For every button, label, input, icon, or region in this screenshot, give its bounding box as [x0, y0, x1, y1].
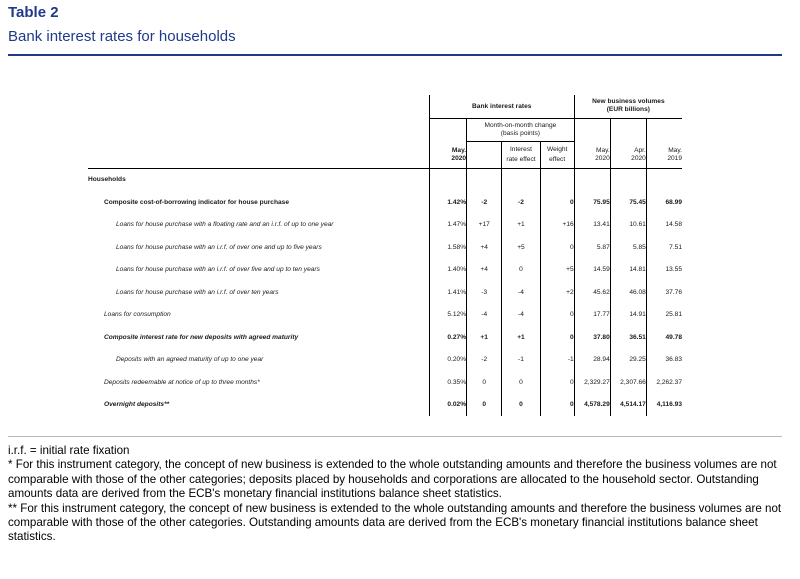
cell-vol-may2019: 37.76 — [646, 281, 682, 304]
cell-rate: 1.41% — [429, 281, 466, 304]
cell-vol-may2020: 5.87 — [596, 243, 610, 251]
cell-interest-effect: +1 — [502, 326, 540, 349]
header-volumes — [574, 95, 682, 118]
header-volumes-label: New business volumes — [592, 98, 665, 106]
row-label: Overnight deposits** — [104, 401, 170, 409]
row-label: Loans for house purchase with a floating rate and an i.r.f. of up to one year — [116, 221, 334, 229]
cell-mom: +4 — [480, 266, 488, 274]
rates-table — [88, 95, 682, 421]
cell-vol-apr2020: 29.25 — [610, 349, 646, 372]
cell-mom: +4 — [480, 243, 488, 251]
cell-interest-effect: -2 — [502, 191, 540, 214]
cell-rate: 0.35% — [429, 371, 466, 394]
cell-rate: 0.27% — [429, 326, 466, 349]
cell-mom: -2 — [481, 198, 488, 206]
cell-weight-effect: 0 — [540, 371, 574, 394]
cell-interest-effect: -4 — [502, 304, 540, 327]
col-vol-may2019: May. 2019 — [646, 142, 682, 169]
cell-weight-effect: 0 — [540, 394, 574, 417]
cell-vol-may2020: 17.77 — [593, 311, 610, 319]
cell-vol-may2019: 36.83 — [646, 349, 682, 372]
notes-rule — [8, 436, 782, 437]
cell-mom: -4 — [481, 311, 488, 319]
row-label: Composite interest rate for new deposits with agreed maturity — [104, 333, 299, 341]
cell-vol-may2019: 49.78 — [646, 326, 682, 349]
cell-mom: 0 — [482, 401, 487, 409]
header-mom — [467, 118, 575, 142]
cell-weight-effect: +5 — [540, 259, 574, 282]
cell-weight-effect: 0 — [540, 236, 574, 259]
row-label: Composite cost-of-borrowing indicator for house purchase — [104, 198, 290, 206]
cell-vol-apr2020: 46.08 — [610, 281, 646, 304]
cell-vol-may2019: 13.55 — [646, 259, 682, 282]
header-row-2 — [88, 118, 682, 142]
table-row — [88, 371, 682, 394]
header-mom-unit: (basis points) — [500, 129, 540, 137]
notes — [8, 444, 788, 545]
col-interest-effect: Interest rate effect — [502, 142, 540, 169]
note-double-star: ** For this instrument category, the concept of new business is extended to the whole outstanding amounts and therefore the business volumes are not comparable with those of the other categories. Outstanding amounts data are derived from the ECB's monetary financial institutions balance sheet statistics. — [8, 501, 782, 544]
cell-vol-may2020: 2,329.27 — [584, 378, 610, 386]
cell-vol-apr2020: 14.81 — [610, 259, 646, 282]
cell-vol-may2019: 25.81 — [646, 304, 682, 327]
cell-vol-may2020: 13.41 — [593, 221, 610, 229]
table-title: Bank interest rates for households — [8, 28, 236, 45]
col-weight-effect: Weight effect — [540, 142, 574, 169]
cell-interest-effect: -1 — [502, 349, 540, 372]
cell-vol-apr2020: 75.45 — [610, 191, 646, 214]
table-row — [88, 236, 682, 259]
cell-vol-apr2020: 5.85 — [610, 236, 646, 259]
section-households: Households — [88, 176, 126, 184]
cell-interest-effect: 0 — [502, 371, 540, 394]
cell-vol-may2020: 75.95 — [593, 198, 610, 206]
cell-vol-apr2020: 36.51 — [610, 326, 646, 349]
cell-vol-may2019: 68.99 — [646, 191, 682, 214]
table-row — [88, 259, 682, 282]
table-row — [88, 326, 682, 349]
cell-weight-effect: -1 — [540, 349, 574, 372]
cell-mom: +17 — [478, 221, 490, 229]
cell-interest-effect: +5 — [502, 236, 540, 259]
cell-vol-may2019: 2,262.37 — [646, 371, 682, 394]
cell-vol-apr2020: 2,307.66 — [610, 371, 646, 394]
row-label: Deposits redeemable at notice of up to three months* — [104, 378, 260, 386]
header-mom-label: Month-on-month change — [484, 121, 557, 129]
col-vol-may2020: May. 2020 — [595, 146, 610, 162]
cell-mom: 0 — [482, 378, 487, 386]
note-star: * For this instrument category, the concept of new business is extended to the whole outstanding amounts and therefore the business volumes are not comparable with those of the other categories; deposits placed by households and corporations are allocated to the household sector. Outstanding amounts data are derived from the ECB's monetary financial institutions balance sheet statistics. — [8, 458, 777, 501]
header-row-3 — [88, 142, 682, 169]
cell-rate: 0.02% — [429, 394, 466, 417]
cell-interest-effect: 0 — [502, 259, 540, 282]
table-row — [88, 349, 682, 372]
header-row-1 — [88, 95, 682, 118]
col-vol-apr2020: Apr. 2020 — [610, 142, 646, 169]
table-row — [88, 214, 682, 237]
row-label: Loans for house purchase with an i.r.f. of over five and up to ten years — [116, 266, 320, 274]
cell-rate: 5.12% — [429, 304, 466, 327]
cell-vol-may2020: 37.80 — [593, 333, 610, 341]
header-bank-rates: Bank interest rates — [429, 95, 574, 118]
cell-interest-effect: 0 — [502, 394, 540, 417]
section-row — [88, 168, 682, 191]
cell-vol-apr2020: 4,514.17 — [610, 394, 646, 417]
table-row — [88, 281, 682, 304]
cell-vol-may2020: 14.59 — [593, 266, 610, 274]
cell-vol-may2019: 7.51 — [646, 236, 682, 259]
cell-weight-effect: 0 — [540, 326, 574, 349]
cell-vol-apr2020: 14.91 — [610, 304, 646, 327]
row-label: Loans for consumption — [104, 311, 171, 319]
cell-weight-effect: +16 — [540, 214, 574, 237]
note-irf: i.r.f. = initial rate fixation — [8, 444, 130, 457]
cell-rate: 1.58% — [429, 236, 466, 259]
cell-interest-effect: -4 — [502, 281, 540, 304]
row-label: Loans for house purchase with an i.r.f. of over ten years — [116, 288, 279, 296]
cell-vol-may2019: 14.58 — [646, 214, 682, 237]
row-label: Deposits with an agreed maturity of up to one year — [116, 356, 264, 364]
cell-mom: +1 — [480, 333, 488, 341]
table-row — [88, 191, 682, 214]
table-row — [88, 394, 682, 417]
title-rule — [8, 54, 782, 56]
cell-rate: 1.47% — [429, 214, 466, 237]
cell-mom: -2 — [481, 356, 488, 364]
cell-rate: 0.20% — [429, 349, 466, 372]
cell-vol-may2019: 4,116.93 — [646, 394, 682, 417]
cell-rate: 1.42% — [429, 191, 466, 214]
cell-weight-effect: 0 — [540, 191, 574, 214]
cell-interest-effect: +1 — [502, 214, 540, 237]
table-row — [88, 304, 682, 327]
header-volumes-unit: (EUR billions) — [606, 106, 650, 114]
cell-vol-may2020: 28.94 — [593, 356, 610, 364]
cell-vol-apr2020: 10.61 — [610, 214, 646, 237]
col-rate-may2020: May. 2020 — [429, 142, 466, 169]
table-number: Table 2 — [8, 4, 59, 21]
cell-vol-may2020: 4,578.29 — [584, 401, 610, 409]
cell-vol-may2020: 45.62 — [593, 288, 610, 296]
row-label: Loans for house purchase with an i.r.f. of over one and up to five years — [116, 243, 322, 251]
cell-mom: -3 — [481, 288, 488, 296]
cell-rate: 1.40% — [429, 259, 466, 282]
cell-weight-effect: +2 — [540, 281, 574, 304]
cell-weight-effect: 0 — [540, 304, 574, 327]
